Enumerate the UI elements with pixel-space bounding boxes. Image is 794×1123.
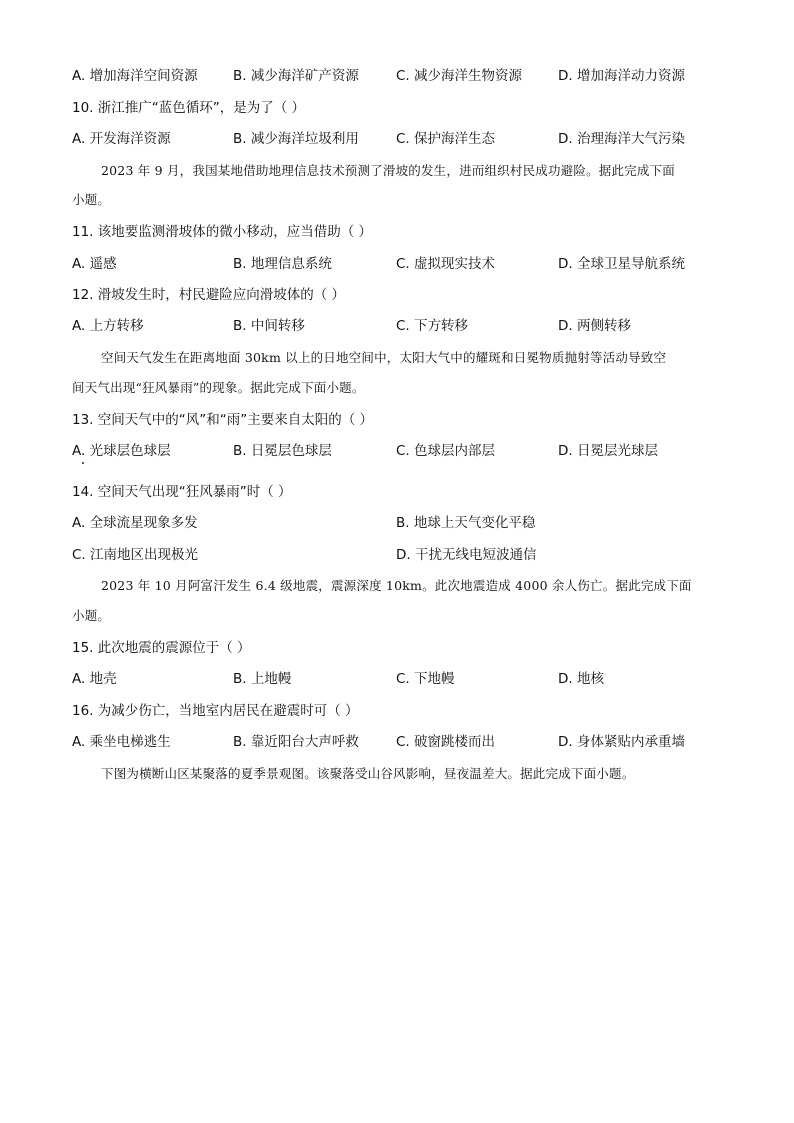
q16-option-d[interactable]: D. 身体紧贴内承重墙	[558, 734, 685, 750]
q14-option-b[interactable]: B. 地球上天气变化平稳	[396, 515, 536, 531]
q13-option-b[interactable]: B. 日冕层色球层	[233, 443, 332, 459]
q15-option-c[interactable]: C. 下地幔	[396, 671, 455, 687]
q13-stem: 13. 空间天气中的“风”和“雨”主要来自太阳的（ ）	[72, 412, 374, 428]
q14-option-d[interactable]: D. 干扰无线电短波通信	[396, 547, 537, 563]
q10-option-c[interactable]: C. 保护海洋生态	[396, 131, 496, 147]
q9-option-a[interactable]: A. 增加海洋空间资源	[72, 68, 198, 84]
q9-option-c[interactable]: C. 减少海洋生物资源	[396, 68, 523, 84]
q12-stem: 12. 滑坡发生时，村民避险应向滑坡体的（ ）	[72, 287, 346, 303]
q11-option-a[interactable]: A. 遥感	[72, 256, 117, 272]
q15-stem: 15. 此次地震的震源位于（ ）	[72, 640, 251, 656]
q12-option-c[interactable]: C. 下方转移	[396, 318, 469, 334]
q10-option-d[interactable]: D. 治理海洋大气污染	[558, 131, 685, 147]
q14-option-a[interactable]: A. 全球流星现象多发	[72, 515, 198, 531]
q16-option-a[interactable]: A. 乘坐电梯逃生	[72, 734, 171, 750]
q16-stem: 16. 为减少伤亡，当地室内居民在避震时可（ ）	[72, 703, 359, 719]
q13-option-a[interactable]: A. 光球层色球层	[72, 443, 171, 459]
q15-option-a[interactable]: A. 地壳	[72, 671, 117, 687]
q13-option-d[interactable]: D. 日冕层光球层	[558, 443, 658, 459]
scan-dot	[82, 462, 84, 464]
q10-option-b[interactable]: B. 减少海洋垃圾利用	[233, 131, 359, 147]
intro-space-line1: 空间天气发生在距离地面 30km 以上的日地空间中，太阳大气中的耀斑和日冕物质抛射等活动导致空	[101, 350, 667, 365]
q13-option-c[interactable]: C. 色球层内部层	[396, 443, 496, 459]
q15-option-b[interactable]: B. 上地幔	[233, 671, 292, 687]
q9-option-d[interactable]: D. 增加海洋动力资源	[558, 68, 685, 84]
q11-option-c[interactable]: C. 虚拟现实技术	[396, 256, 496, 272]
intro-landslide-line2: 小题。	[72, 192, 111, 207]
intro-landslide-line1: 2023 年 9 月，我国某地借助地理信息技术预测了滑坡的发生，进而组织村民成功避险。据此完成下面	[101, 163, 675, 178]
q15-option-d[interactable]: D. 地核	[558, 671, 604, 687]
intro-valley-line1: 下图为横断山区某聚落的夏季景观图。该聚落受山谷风影响，昼夜温差大。据此完成下面小题。	[101, 766, 635, 781]
q12-option-b[interactable]: B. 中间转移	[233, 318, 305, 334]
intro-quake-line2: 小题。	[72, 608, 111, 623]
q12-option-a[interactable]: A. 上方转移	[72, 318, 144, 334]
q10-option-a[interactable]: A. 开发海洋资源	[72, 131, 171, 147]
q12-option-d[interactable]: D. 两侧转移	[558, 318, 631, 334]
q11-stem: 11. 该地要监测滑坡体的微小移动，应当借助（ ）	[72, 224, 373, 240]
intro-quake-line1: 2023 年 10 月阿富汗发生 6.4 级地震，震源深度 10km。此次地震造成 4000 余人伤亡。据此完成下面	[101, 578, 692, 593]
q16-option-c[interactable]: C. 破窗跳楼而出	[396, 734, 496, 750]
intro-space-line2: 间天气出现“狂风暴雨”的现象。据此完成下面小题。	[72, 380, 365, 395]
q10-stem: 10. 浙江推广“蓝色循环”，是为了（ ）	[72, 100, 306, 116]
q16-option-b[interactable]: B. 靠近阳台大声呼救	[233, 734, 359, 750]
q11-option-d[interactable]: D. 全球卫星导航系统	[558, 256, 685, 272]
q9-option-b[interactable]: B. 减少海洋矿产资源	[233, 68, 359, 84]
q14-option-c[interactable]: C. 江南地区出现极光	[72, 547, 199, 563]
q11-option-b[interactable]: B. 地理信息系统	[233, 256, 332, 272]
q14-stem: 14. 空间天气出现“狂风暴雨”时（ ）	[72, 484, 292, 500]
